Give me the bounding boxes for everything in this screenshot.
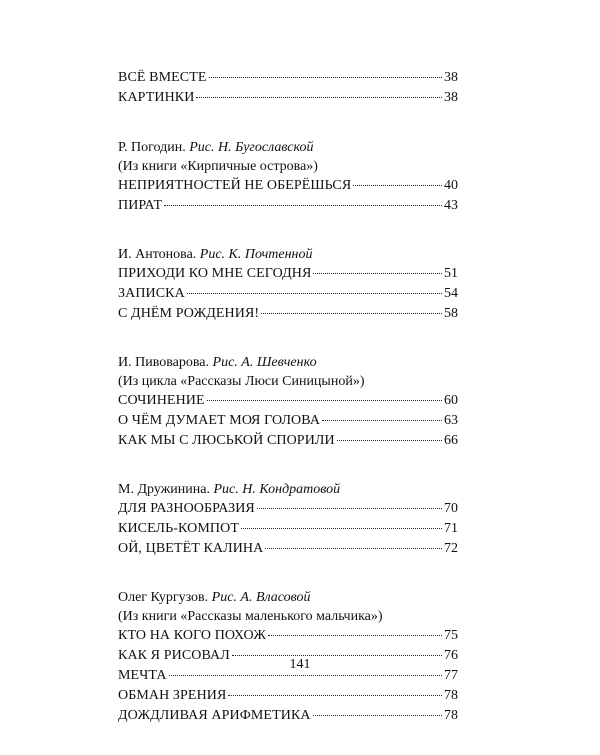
author-line: [118, 480, 458, 499]
toc-entry: [118, 706, 458, 726]
illustrator-credit: Рис. А. Власовой: [211, 590, 311, 605]
entry-page: 60: [444, 393, 458, 408]
entry-page: 40: [444, 178, 458, 193]
toc-section: [118, 68, 458, 108]
toc-entry: [118, 431, 458, 451]
illustrator-credit: Рис. Н. Кондратовой: [213, 482, 341, 497]
toc-entry: [118, 68, 458, 88]
entry-title: ВСЁ ВМЕСТЕ: [118, 70, 207, 85]
dot-leader: [322, 419, 442, 421]
dot-leader: [232, 654, 442, 656]
entry-page: 58: [444, 306, 458, 321]
page-number: 141: [289, 657, 311, 672]
entry-page: 78: [444, 688, 458, 703]
dot-leader: [265, 547, 442, 549]
dot-leader: [261, 312, 442, 314]
entry-title: ДЛЯ РАЗНООБРАЗИЯ: [118, 501, 255, 516]
toc-entry: [118, 686, 458, 706]
dot-leader: [241, 527, 442, 529]
dot-leader: [209, 76, 442, 78]
entry-page: 76: [444, 648, 458, 663]
toc-section: [118, 138, 458, 216]
entry-page: 38: [444, 90, 458, 105]
dot-leader: [196, 96, 442, 98]
entry-title: СОЧИНЕНИЕ: [118, 393, 205, 408]
entry-title: ЗАПИСКА: [118, 286, 185, 301]
entry-title: КАК МЫ С ЛЮСЬКОЙ СПОРИЛИ: [118, 433, 335, 448]
toc-entry: [118, 196, 458, 216]
dot-leader: [313, 272, 442, 274]
entry-title: ОБМАН ЗРЕНИЯ: [118, 688, 227, 703]
toc-section: [118, 480, 458, 559]
illustrator-credit: Рис. Н. Бугославской: [189, 140, 314, 155]
source-note: (Из книги «Рассказы маленького мальчика»): [118, 609, 383, 624]
entry-title: ДОЖДЛИВАЯ АРИФМЕТИКА: [118, 708, 311, 723]
dot-leader: [228, 694, 442, 696]
entry-page: 70: [444, 501, 458, 516]
toc-entry: [118, 411, 458, 431]
toc-entry: [118, 519, 458, 539]
author-line: [118, 138, 458, 157]
entry-page: 54: [444, 286, 458, 301]
dot-leader: [337, 439, 442, 441]
entry-title: ПРИХОДИ КО МНЕ СЕГОДНЯ: [118, 266, 312, 281]
source-note: (Из книги «Кирпичные острова»): [118, 159, 318, 174]
toc-entry: [118, 499, 458, 519]
toc-entry: [118, 304, 458, 324]
dot-leader: [187, 292, 442, 294]
toc-entry: [118, 264, 458, 284]
entry-page: 78: [444, 708, 458, 723]
entry-page: 72: [444, 541, 458, 556]
author-line: [118, 353, 458, 372]
toc-section: [118, 245, 458, 324]
entry-page: 43: [444, 198, 458, 213]
dot-leader: [207, 399, 442, 401]
dot-leader: [164, 204, 442, 206]
author-line: [118, 588, 458, 607]
author-name: Олег Кургузов.: [118, 590, 209, 605]
toc-entry: [118, 176, 458, 196]
toc-section: [118, 353, 458, 451]
author-name: Р. Погодин.: [118, 140, 186, 155]
entry-page: 75: [444, 628, 458, 643]
entry-title: О ЧЁМ ДУМАЕТ МОЯ ГОЛОВА: [118, 413, 321, 428]
table-of-contents: [118, 68, 458, 755]
author-name: М. Дружинина.: [118, 482, 210, 497]
entry-title: С ДНЁМ РОЖДЕНИЯ!: [118, 306, 260, 321]
author-line: [118, 245, 458, 264]
toc-entry: [118, 391, 458, 411]
entry-title: ПИРАТ: [118, 198, 163, 213]
dot-leader: [353, 184, 442, 186]
dot-leader: [268, 634, 442, 636]
entry-page: 77: [444, 668, 458, 683]
entry-title: ОЙ, ЦВЕТЁТ КАЛИНА: [118, 541, 264, 556]
entry-title: КАК Я РИСОВАЛ: [118, 648, 230, 663]
entry-page: 38: [444, 70, 458, 85]
toc-entry: [118, 539, 458, 559]
illustrator-credit: Рис. К. Почтенной: [199, 247, 313, 262]
author-name: И. Пивоварова.: [118, 355, 210, 370]
dot-leader: [169, 674, 442, 676]
entry-title: МЕЧТА: [118, 668, 167, 683]
source-note: (Из цикла «Рассказы Люси Синицыной»): [118, 374, 365, 389]
entry-page: 51: [444, 266, 458, 281]
entry-page: 66: [444, 433, 458, 448]
illustrator-credit: Рис. А. Шевченко: [212, 355, 317, 370]
author-name: И. Антонова.: [118, 247, 197, 262]
toc-entry: [118, 88, 458, 108]
entry-page: 63: [444, 413, 458, 428]
entry-title: КТО НА КОГО ПОХОЖ: [118, 628, 267, 643]
dot-leader: [257, 507, 442, 509]
entry-title: НЕПРИЯТНОСТЕЙ НЕ ОБЕРЁШЬСЯ: [118, 178, 352, 193]
entry-title: КАРТИНКИ: [118, 90, 195, 105]
toc-entry: [118, 284, 458, 304]
entry-title: КИСЕЛЬ-КОМПОТ: [118, 521, 239, 536]
toc-entry: [118, 626, 458, 646]
entry-page: 71: [444, 521, 458, 536]
dot-leader: [313, 714, 442, 716]
